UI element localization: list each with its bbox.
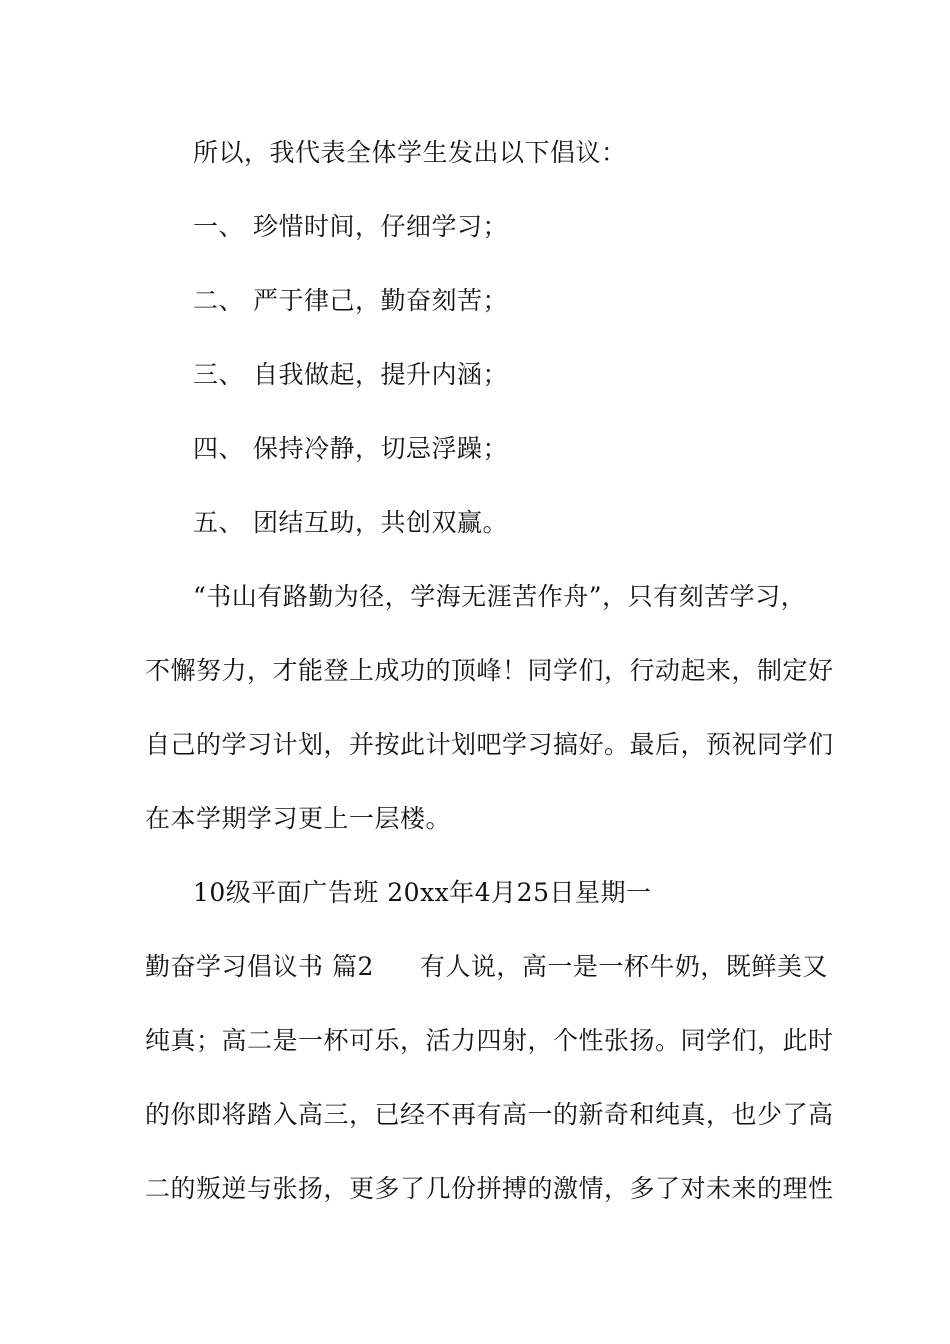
proposal-text: 严于律己，勤奋刻苦； bbox=[253, 286, 509, 315]
proposal-number: 二、 bbox=[193, 286, 245, 315]
proposal-text: 自我做起，提升内涵； bbox=[253, 360, 509, 389]
section2-first-text: 有人说，高一是一杯牛奶，既鲜美又 bbox=[419, 952, 828, 981]
proposal-item bbox=[193, 207, 873, 247]
section2-heading-line bbox=[145, 947, 828, 987]
proposal-number: 三、 bbox=[193, 360, 245, 389]
section2-line: 纯真；高二是一杯可乐，活力四射，个性张扬。同学们，此时 bbox=[145, 1026, 834, 1055]
proposal-item bbox=[193, 503, 873, 543]
proposal-item bbox=[193, 429, 873, 469]
paragraph-line: 在本学期学习更上一层楼。 bbox=[145, 804, 452, 833]
proposal-text: 团结互助，共创双赢。 bbox=[253, 508, 509, 537]
section2-line: 的你即将踏入高三，已经不再有高一的新奇和纯真，也少了高 bbox=[145, 1100, 834, 1129]
proposal-number: 四、 bbox=[193, 434, 245, 463]
proposal-text: 珍惜时间，仔细学习； bbox=[253, 212, 509, 241]
proposal-number: 一、 bbox=[193, 212, 245, 241]
signature-line: 10级平面广告班 20xx年4月25日星期一 bbox=[193, 878, 652, 907]
proposal-item bbox=[193, 355, 873, 395]
section2-title: 勤奋学习倡议书 篇2 bbox=[145, 952, 374, 981]
paragraph-line: “书山有路勤为径，学海无涯苦作舟”，只有刻苦学习， bbox=[193, 582, 807, 611]
paragraph-line: 不懈努力，才能登上成功的顶峰！同学们，行动起来，制定好 bbox=[145, 656, 834, 685]
section2-line: 二的叛逆与张扬，更多了几份拼搏的激情，多了对未来的理性 bbox=[145, 1174, 834, 1203]
proposal-number: 五、 bbox=[193, 508, 245, 537]
paragraph-line: 自己的学习计划，并按此计划吧学习搞好。最后，预祝同学们 bbox=[145, 730, 834, 759]
intro-line: 所以，我代表全体学生发出以下倡议： bbox=[193, 138, 627, 167]
proposal-item bbox=[193, 281, 873, 321]
proposal-text: 保持冷静，切忌浮躁； bbox=[253, 434, 509, 463]
